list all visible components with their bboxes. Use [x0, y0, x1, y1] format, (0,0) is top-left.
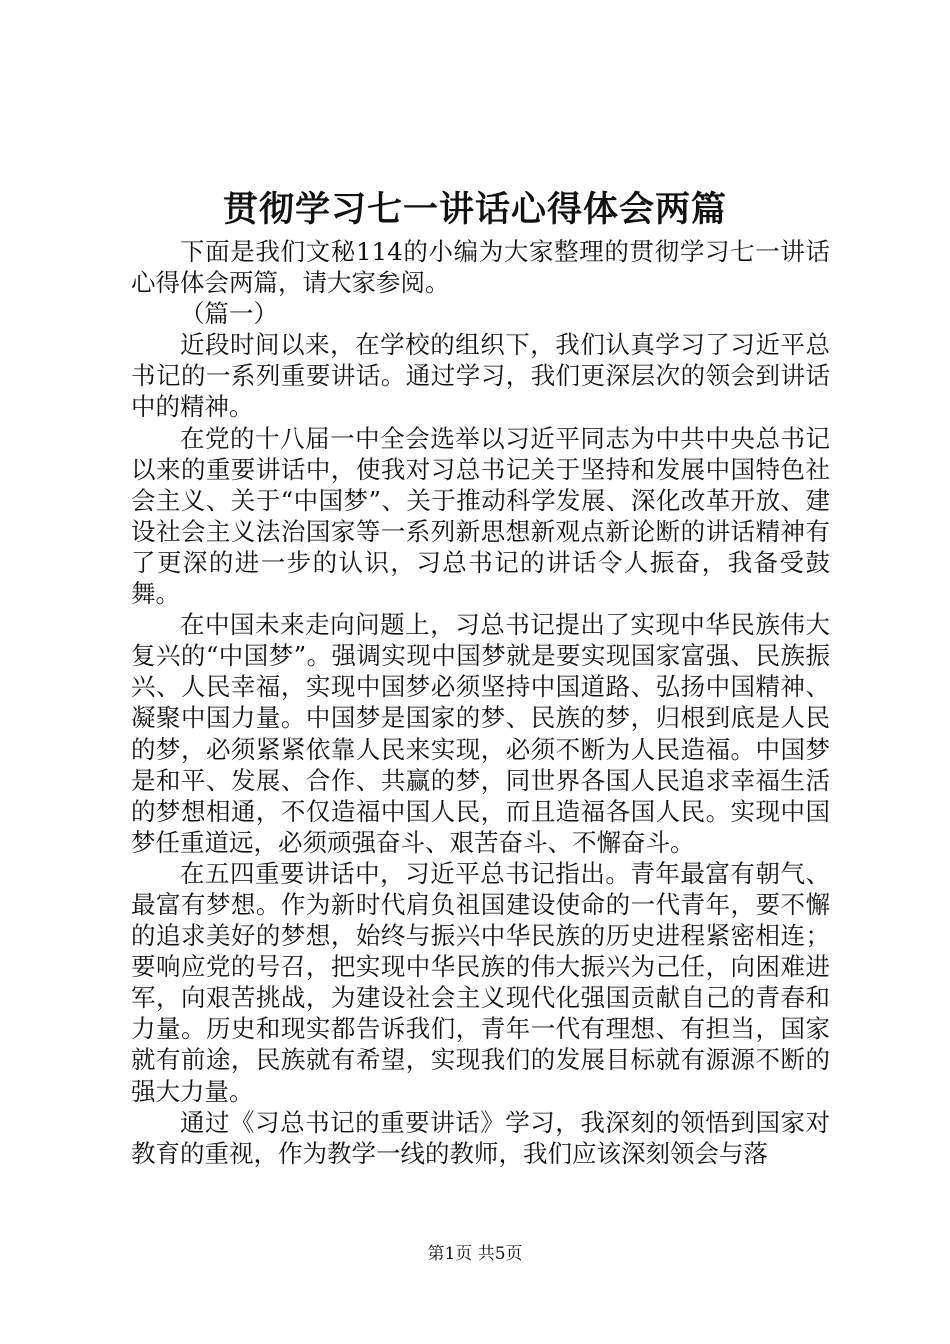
paragraph-section-heading: （篇一）: [180, 299, 278, 329]
paragraph: 通过《习总书记的重要讲话》学习，我深刻的领悟到国家对教育的重视，作为教学一线的教师，我们应该深刻领会与落: [131, 1107, 830, 1168]
paragraph-intro: 下面是我们文秘114的小编为大家整理的贯彻学习七一讲话心得体会两篇，请大家参阅。: [131, 237, 830, 298]
document-body: [131, 236, 830, 1169]
page-number-footer: 第1页 共5页: [427, 1244, 523, 1264]
paragraph: 在党的十八届一中全会选举以习近平同志为中共中央总书记以来的重要讲话中，使我对习总书记关于坚持和发展中国特色社会主义、关于“中国梦”、关于推动科学发展、深化改革开放、建设社会主义法治国家等一系列新思想新观点新论断的讲话精神有了更深的进一步的认识，习总书记的讲话令人振奋，我备受鼓舞。: [131, 423, 830, 609]
document-title: 贯彻学习七一讲话心得体会两篇: [222, 189, 727, 230]
paragraph: 在中国未来走向问题上，习总书记提出了实现中华民族伟大复兴的“中国梦”。强调实现中国梦就是要实现国家富强、民族振兴、人民幸福，实现中国梦必须坚持中国道路、弘扬中国精神、凝聚中国力量。中国梦是国家的梦、民族的梦，归根到底是人民的梦，必须紧紧依靠人民来实现，必须不断为人民造福。中国梦是和平、发展、合作、共赢的梦，同世界各国人民追求幸福生活的梦想相通，不仅造福中国人民，而且造福各国人民。实现中国梦任重道远，必须顽强奋斗、艰苦奋斗、不懈奋斗。: [131, 610, 830, 857]
paragraph: 在五四重要讲话中，习近平总书记指出。青年最富有朝气、最富有梦想。作为新时代肩负祖国建设使命的一代青年，要不懈的追求美好的梦想，始终与振兴中华民族的历史进程紧密相连；要响应党的号召，把实现中华民族的伟大振兴为己任，向困难进军，向艰苦挑战，为建设社会主义现代化强国贡献自己的青春和力量。历史和现实都告诉我们，青年一代有理想、有担当，国家就有前途，民族就有希望，实现我们的发展目标就有源源不断的强大力量。: [131, 858, 830, 1106]
paragraph: 近段时间以来，在学校的组织下，我们认真学习了习近平总书记的一系列重要讲话。通过学习，我们更深层次的领会到讲话中的精神。: [131, 330, 830, 422]
